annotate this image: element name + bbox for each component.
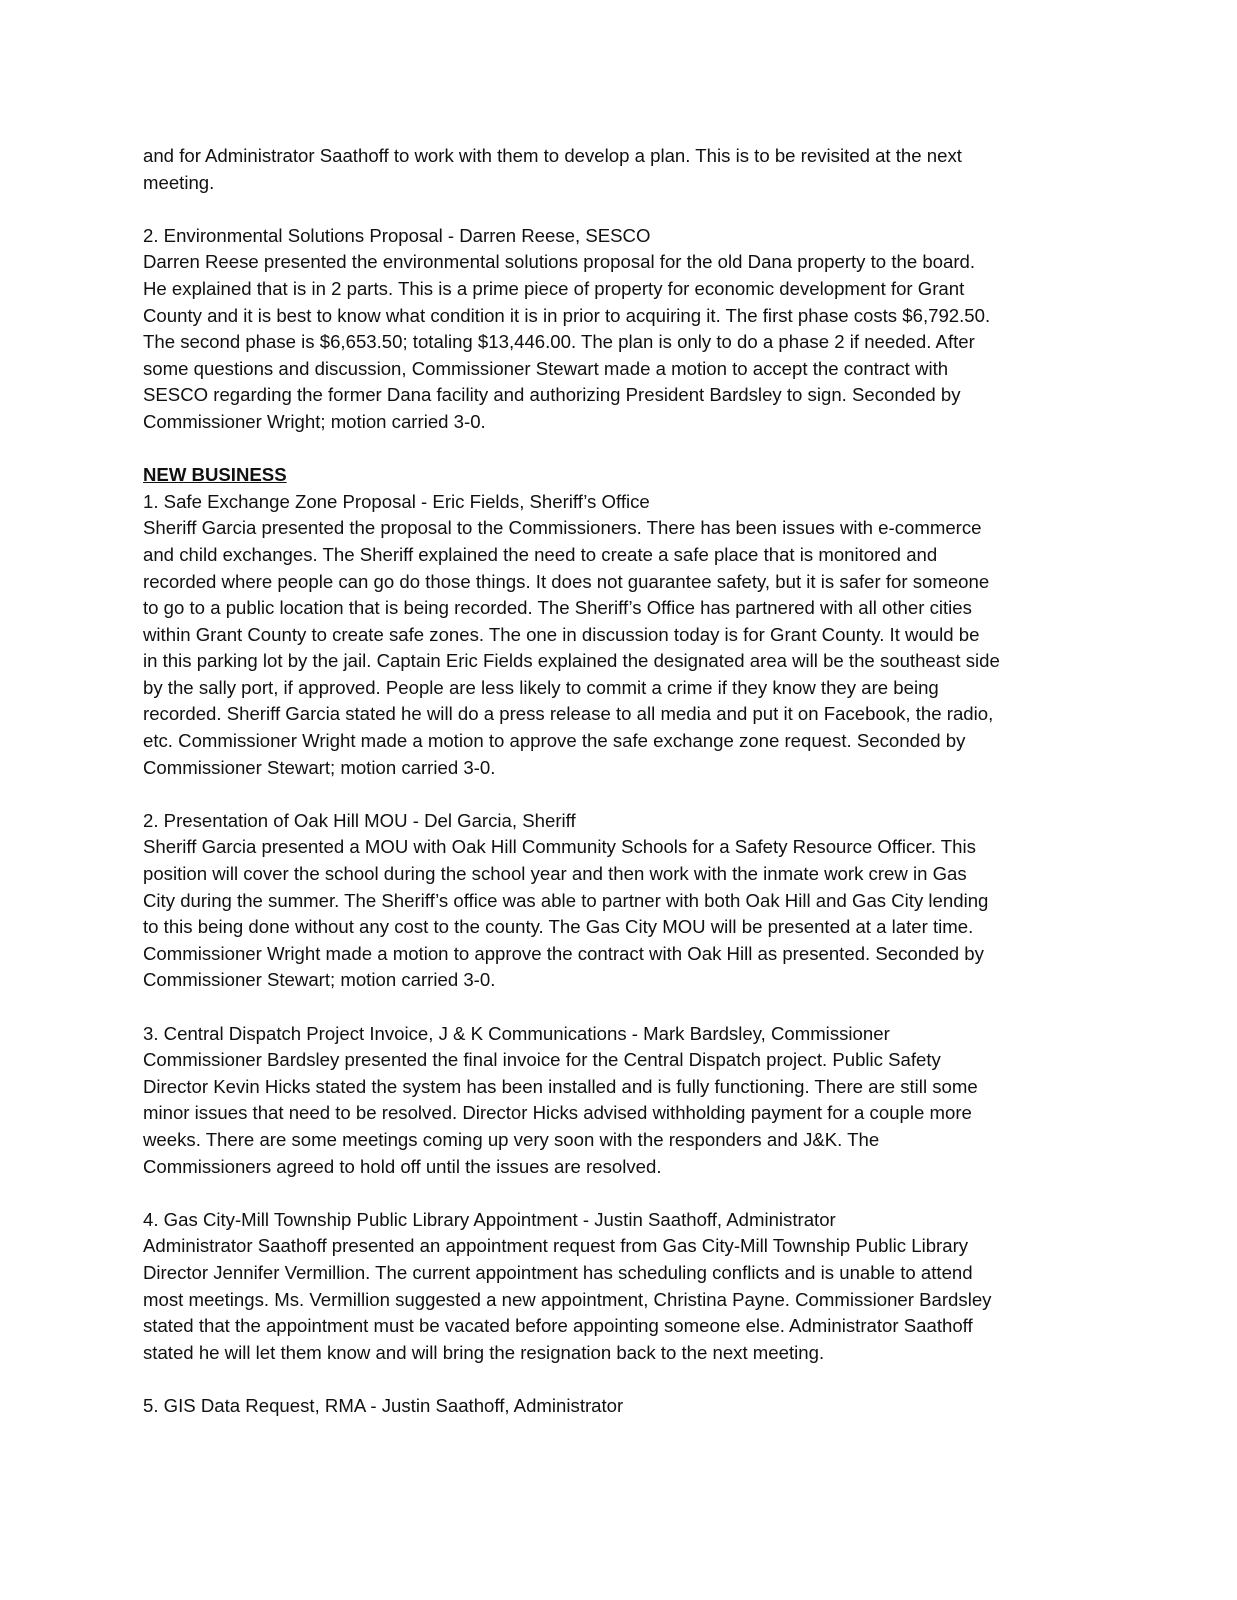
item-title: 3. Central Dispatch Project Invoice, J & K Communications - Mark Bardsley, Commissioner [143,1022,890,1044]
item-title: 2. Environmental Solutions Proposal - Darren Reese, SESCO [143,224,651,246]
item-body: Sheriff Garcia presented a MOU with Oak Hill Community Schools for a Safety Resource Officer. This position will cover the school during the school year and then work with the inmate work crew in Gas City during the summer. The Sheriff’s office was able to partner with both Oak Hill and Gas City lending to this being done without any cost to the county. The Gas City MOU will be presented at a later time. Commissioner Wright made a motion to approve the contract with Oak Hill as presented. Seconded by Commissioner Stewart; motion carried 3-0. [143,836,989,991]
document-page [143,143,1083,1420]
item-body: Commissioner Bardsley presented the final invoice for the Central Dispatch project. Public Safety Director Kevin Hicks stated the system has been installed and is fully functioning. There are still some minor issues that need to be resolved. Director Hicks advised withholding payment for a couple more weeks. There are some meetings coming up very soon with the responders and J&K. The Commissioners agreed to hold off until the issues are resolved. [143,1049,978,1177]
item-title: 1. Safe Exchange Zone Proposal - Eric Fields, Sheriff’s Office [143,490,650,512]
paragraph-spacer [143,1366,1083,1393]
section-heading-new-business: NEW BUSINESS [143,464,287,486]
item-body: Darren Reese presented the environmental solutions proposal for the old Dana property to the board. He explained that is in 2 parts. This is a prime piece of property for economic development for Grant County and it is best to know what condition it is in prior to acquiring it. The first phase costs $6,792.50. The second phase is $6,653.50; totaling $13,446.00. The plan is only to do a phase 2 if needed. After some questions and discussion, Commissioner Stewart made a motion to accept the contract with SESCO regarding the former Dana facility and authorizing President Bardsley to sign. Seconded by Commissioner Wright; motion carried 3-0. [143,251,991,432]
paragraph-spacer [143,994,1083,1021]
item-title: 5. GIS Data Request, RMA - Justin Saathoff, Administrator [143,1394,624,1416]
paragraph-spacer [143,196,1083,223]
paragraph-spacer [143,436,1083,463]
paragraph-spacer [143,781,1083,808]
paragraph-spacer [143,1180,1083,1207]
item-body: Sheriff Garcia presented the proposal to the Commissioners. There has been issues with e-commerce and child exchanges. The Sheriff explained the need to create a safe place that is monitored and recorded where people can go do those things. It does not guarantee safety, but it is safer for someone to go to a public location that is being recorded. The Sheriff’s Office has partnered with all other cities within Grant County to create safe zones. The one in discussion today is for Grant County. It would be in this parking lot by the jail. Captain Eric Fields explained the designated area will be the southeast side by the sally port, if approved. People are less likely to commit a crime if they know they are being recorded. Sheriff Garcia stated he will do a press release to all media and put it on Facebook, the radio, etc. Commissioner Wright made a motion to approve the safe exchange zone request. Seconded by Commissioner Stewart; motion carried 3-0. [143,517,1000,778]
item-title: 4. Gas City-Mill Township Public Library Appointment - Justin Saathoff, Administrator [143,1208,836,1230]
intro-paragraph: and for Administrator Saathoff to work with them to develop a plan. This is to be revisited at the next meeting. [143,145,962,193]
item-title: 2. Presentation of Oak Hill MOU - Del Garcia, Sheriff [143,809,576,831]
item-body: Administrator Saathoff presented an appointment request from Gas City-Mill Township Public Library Director Jennifer Vermillion. The current appointment has scheduling conflicts and is unable to attend most meetings. Ms. Vermillion suggested a new appointment, Christina Payne. Commissioner Bardsley stated that the appointment must be vacated before appointing someone else. Administrator Saathoff stated he will let them know and will bring the resignation back to the next meeting. [143,1235,992,1363]
